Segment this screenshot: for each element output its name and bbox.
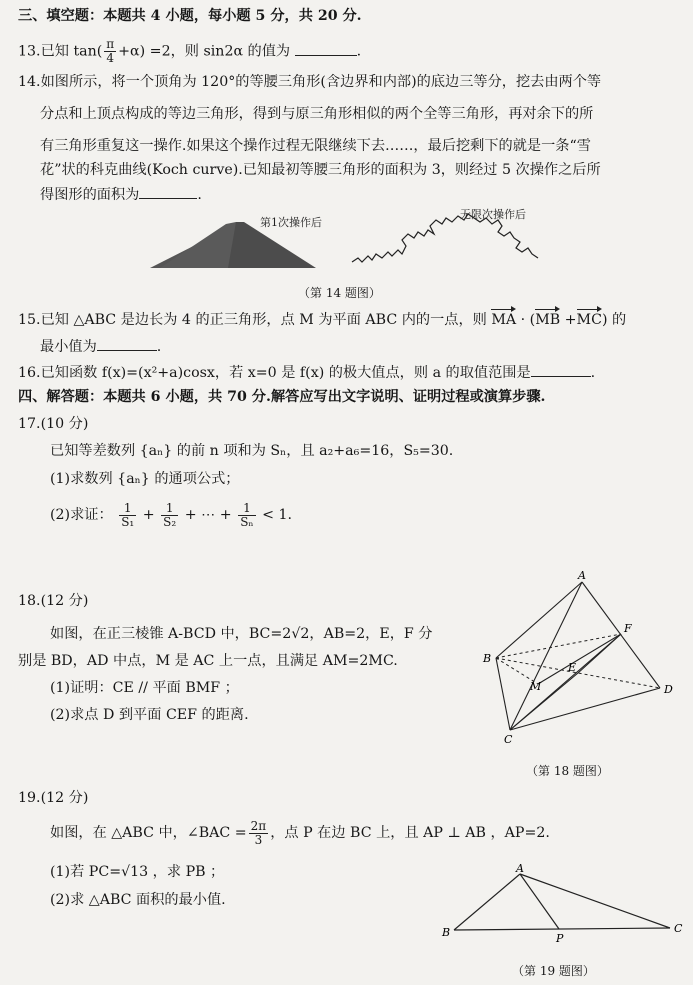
q15-line-2-text: 最小值为 — [40, 339, 97, 355]
q13-end: . — [356, 43, 362, 60]
q18-line-4: (2)求点 D 到平面 CEF 的距离. — [50, 707, 249, 723]
q19-line-3: (2)求 △ABC 面积的最小值. — [50, 892, 226, 908]
q18-label-m: M — [530, 680, 542, 693]
q15-text-b: ) 的 — [601, 312, 627, 328]
q13-mid: +α) =2，则 sin2α 的值为 — [118, 43, 291, 60]
q19-label-b: B — [442, 926, 451, 939]
q17-line-2: (1)求数列 {aₙ} 的通项公式； — [50, 471, 240, 487]
q17-inequality-tail: < 1. — [262, 507, 293, 523]
q14-fig-label-2: 无限次操作后 — [460, 208, 526, 221]
q18-label-e: E — [568, 661, 577, 674]
q15-answer-blank — [97, 336, 157, 351]
q19-line-1 — [50, 818, 550, 848]
fraction-1-over-sn: $\frac{1}{\text{Sₙ}}$ — [240, 500, 254, 529]
q18-caption: （第 18 题图） — [526, 764, 609, 778]
q19-caption: （第 19 题图） — [512, 964, 595, 978]
q13-frac-num: π — [106, 37, 115, 51]
q18-label-a: A — [578, 570, 586, 582]
q15-text-a: 15.已知 △ABC 是边长为 4 的正三角形，点 M 为平面 ABC 内的一点，则 — [18, 312, 492, 328]
q14-line-2: 分点和上顶点构成的等边三角形，得到与原三角形相似的两个全等三角形，再对余下的所 — [40, 106, 594, 122]
question-13 — [18, 38, 361, 65]
q19-label-p: P — [556, 932, 564, 944]
q15-dot: · ( — [516, 312, 536, 328]
q16-end: . — [590, 365, 596, 381]
q19-heading: 19.(12 分) — [18, 790, 89, 806]
q16-answer-blank — [531, 362, 591, 377]
q17-heading: 17.(10 分) — [18, 416, 89, 432]
q18-line-2: 别是 BD，AD 中点，M 是 AC 上一点，且满足 AM=2MC. — [18, 653, 398, 669]
q14-line-1: 14.如图所示，将一个顶角为 120°的等腰三角形(含边界和内部)的底边三等分，挖去由两个等 — [18, 74, 602, 90]
q14-line-5-text: 得图形的面积为 — [40, 187, 140, 203]
question-15-line-2 — [18, 336, 161, 357]
q13-frac-den: 4 — [106, 51, 115, 65]
q17-prove-label: (2)求证： — [50, 507, 113, 523]
q18-label-c: C — [504, 733, 513, 746]
q19-line-2: (1)若 PC=√13 ，求 PB ； — [50, 864, 225, 880]
q14-caption: （第 14 题图） — [298, 286, 381, 300]
vector-mc: MC — [576, 312, 602, 328]
fraction-1-over-s1: $\frac{1}{\text{S₁}}$ — [121, 500, 135, 529]
q17-line-3: (2)求证： $\frac{1}{\text{S₁}}$ + $\frac{1}{\text{S₂}}$ + ⋯ + $\frac{1}{\text{Sₙ}}$ < 1. — [50, 500, 293, 529]
koch-curve — [352, 214, 538, 262]
q13-answer-blank — [295, 41, 357, 56]
vector-ma: MA — [491, 312, 517, 328]
q19-label-c: C — [674, 922, 683, 935]
q19-line-1-post: ，点 P 在边 BC 上，且 AP ⊥ AB ，AP=2. — [270, 825, 550, 841]
q18-line-1: 如图，在正三棱锥 A-BCD 中，BC=2√2，AB=2，E，F 分 — [50, 626, 433, 642]
q18-line-3: (1)证明：CE // 平面 BMF ； — [50, 680, 239, 696]
question-15-line-1 — [18, 310, 626, 330]
q13-fraction — [104, 38, 116, 65]
q15-plus: + — [560, 312, 577, 328]
q14-line-4: 花”状的科克曲线(Koch curve).已知最初等腰三角形的面积为 3，则经过 5 次操作之后所 — [40, 162, 601, 178]
q14-figure — [140, 206, 540, 278]
vector-mb: MB — [535, 312, 561, 328]
q14-line-5 — [18, 184, 202, 205]
q18-figure — [478, 570, 688, 748]
q19-figure — [438, 862, 688, 944]
q19-line-1-pre: 如图，在 △ABC 中，∠BAC = — [50, 825, 247, 841]
q18-heading: 18.(12 分) — [18, 593, 89, 609]
q14-answer-blank — [139, 184, 197, 199]
q19-angle-fraction: $\frac{2\pi}{3}$ — [250, 818, 267, 847]
q14-line-3: 有三角形重复这一操作.如果这个操作过程无限继续下去……，最后挖剩下的就是一条“雪 — [40, 138, 591, 154]
question-16 — [18, 362, 595, 383]
q16-text: 16.已知函数 f(x)=(x²+a)cosx，若 x=0 是 f(x) 的极大值点，则 a 的取值范围是 — [18, 365, 531, 381]
q18-label-f: F — [624, 622, 632, 635]
q14-fig-label-1: 第1次操作后 — [260, 216, 322, 229]
fraction-1-over-s2: $\frac{1}{\text{S₂}}$ — [163, 500, 177, 529]
q17-line-1: 已知等差数列 {aₙ} 的前 n 项和为 Sₙ，且 a₂+a₆=16，S₅=30. — [50, 443, 454, 459]
section4-title: 四、解答题：本题共 6 小题，共 70 分.解答应写出文字说明、证明过程或演算步骤. — [18, 389, 546, 405]
q15-end: . — [156, 339, 162, 355]
q18-label-b: B — [483, 652, 492, 665]
q14-end: . — [197, 187, 202, 203]
section3-title: 三、填空题：本题共 4 小题，每小题 5 分，共 20 分. — [18, 8, 362, 24]
q19-label-a: A — [516, 862, 524, 875]
q18-label-d: D — [664, 683, 673, 696]
q13-pre: 13.已知 tan( — [18, 43, 103, 60]
